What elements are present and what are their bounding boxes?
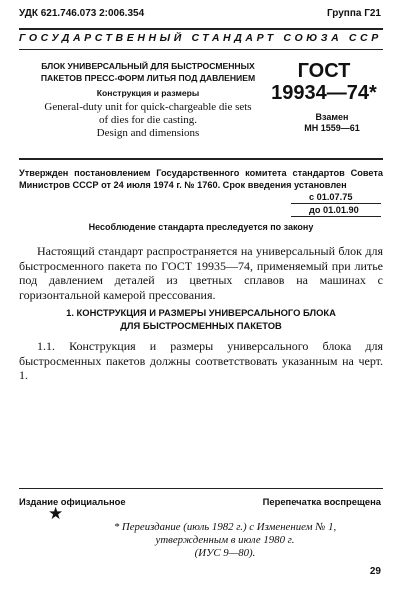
standard-banner: ГОСУДАРСТВЕННЫЙ СТАНДАРТ СОЮЗА ССР [19,32,382,44]
law-notice: Несоблюдение стандарта преследуется по закону [88,222,314,232]
gost-label: ГОСТ [297,60,351,82]
subtitle: Конструкция и размеры [96,88,200,98]
date-from: с 01.07.75 [291,191,381,204]
reissue-note-line-3: (ИУС 9—80). [194,547,256,559]
title-line-2: ПАКЕТОВ ПРЕСС-ФОРМ ЛИТЬЯ ПОД ДАВЛЕНИЕМ [40,73,256,83]
title-line-1: БЛОК УНИВЕРСАЛЬНЫЙ ДЛЯ БЫСТРОСМЕННЫХ [41,61,255,71]
english-title-line-1: General-duty unit for quick-chargeable die sets [44,101,252,113]
approval-text: Утвержден постановлением Государственного комитета стандартов Совета Министров СССР от 24 июля 1974 г. № 1760. Срок введения установлен [19,168,383,190]
reissue-note [79,521,371,560]
intro-paragraph: Настоящий стандарт распространяется на универсальный блок для быстросменного пакета по ГОСТ 19935—74, применяемый при литье под давлением деталей из цветных сплавов на машинах с горизонтальной камерой прессования. [19,244,383,302]
replaces-value: МН 1559—61 [304,123,360,133]
effective-dates [291,191,381,217]
title-block [30,60,266,140]
replaces-label: Взамен [315,112,349,122]
english-title-line-2: of dies for die casting. [98,114,198,126]
section-heading [19,306,383,332]
title-separator-rule [19,158,383,160]
replaces-block [272,112,392,134]
section-heading-line-1: 1. КОНСТРУКЦИЯ И РАЗМЕРЫ УНИВЕРСАЛЬНОГО БЛОКА [66,307,336,318]
reissue-note-line-1: * Переиздание (июль 1982 г.) с Изменением № 1, [113,521,337,533]
gost-number: 19934—74* [271,82,377,104]
date-to: до 01.01.90 [291,204,381,217]
header-bottom-rule [19,49,383,50]
star-icon: ★ [48,504,64,523]
english-title-line-3: Design and dimensions [96,127,200,139]
official-edition-label: Издание официальное [19,496,126,507]
udk-code: УДК 621.746.073 2:006.354 [19,8,145,19]
section-heading-line-2: ДЛЯ БЫСТРОСМЕННЫХ ПАКЕТОВ [120,320,282,331]
page-number: 29 [369,566,381,577]
footer-rule [19,488,383,489]
header-top-rule [19,28,383,30]
clause-1-1: 1.1. Конструкция и размеры универсального блока для быстросменных пакетов должны соответствовать указанным на черт. 1. [19,339,383,382]
reprint-prohibited-label: Перепечатка воспрещена [262,496,381,507]
group-code: Группа Г21 [326,8,381,19]
reissue-note-line-2: утвержденным в июле 1980 г. [155,534,295,546]
